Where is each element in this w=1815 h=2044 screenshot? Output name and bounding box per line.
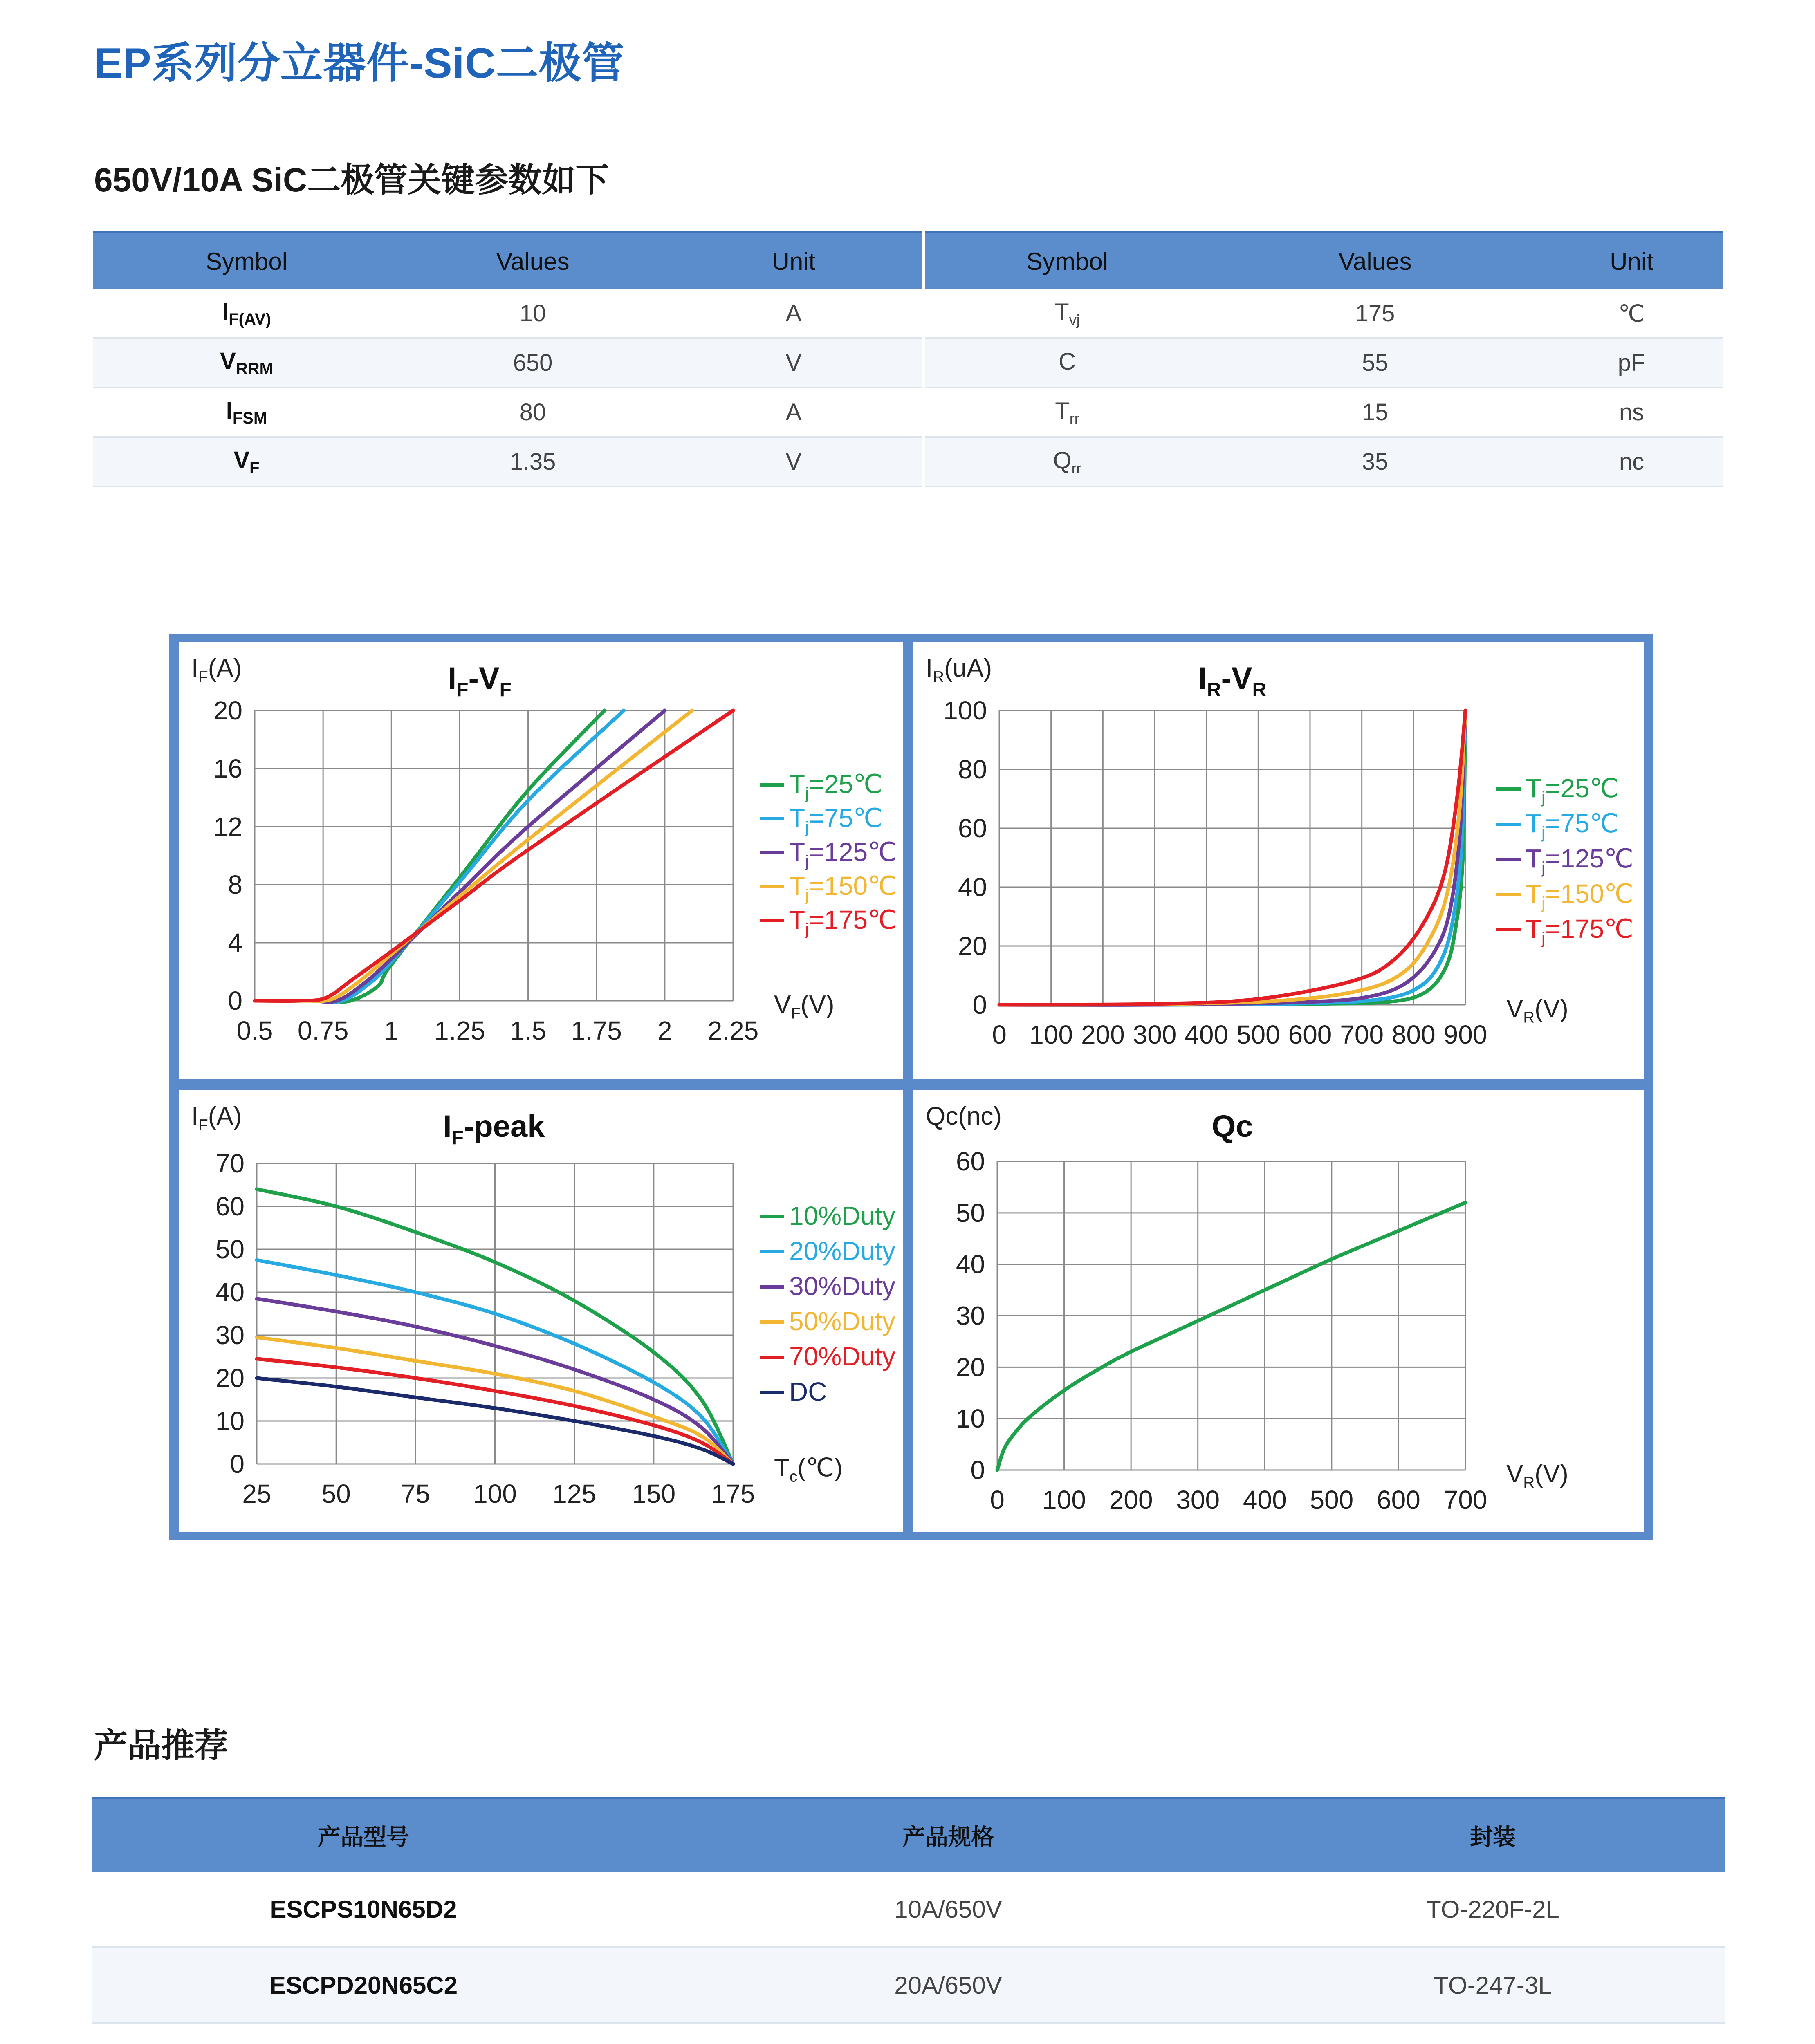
chart-title-sub: R — [1207, 679, 1221, 701]
x-axis-label-rest: (V) — [1535, 1460, 1568, 1488]
params-section-title: 650V/10A SiC二极管关键参数如下 — [94, 161, 609, 199]
x-tick-label: 400 — [1185, 1020, 1229, 1049]
legend-entry-rest: =25℃ — [1545, 773, 1619, 803]
x-axis-label-main: V — [1506, 1460, 1523, 1488]
y-tick-label: 0 — [972, 990, 987, 1020]
x-tick-label: 0 — [990, 1485, 1005, 1515]
model-cell: ESCPD20N65C2 — [92, 1947, 635, 2023]
y-tick-label: 100 — [943, 696, 987, 725]
model-cell: ESCPS10N65D2 — [92, 1872, 635, 1947]
x-axis-label-rest: (V) — [800, 991, 835, 1019]
legend-entry-sub: j — [805, 784, 809, 802]
value-cell: 80 — [400, 388, 666, 437]
y-tick-label: 20 — [213, 696, 242, 725]
y-axis-label-sub: F — [198, 668, 208, 686]
x-tick-label: 2.25 — [707, 1016, 759, 1045]
chart-if-peak — [179, 1090, 903, 1532]
y-axis-label-rest: (A) — [208, 654, 242, 682]
y-tick-label: 0 — [228, 986, 242, 1015]
header-values: Values — [1209, 232, 1541, 289]
legend-entry: DC — [789, 1377, 827, 1406]
x-axis-label — [1506, 995, 1568, 1026]
unit-cell: nc — [1541, 437, 1723, 486]
params-table-header — [93, 232, 1723, 289]
unit-cell: pF — [1541, 338, 1723, 388]
x-axis-label — [774, 991, 835, 1022]
header-symbol: Symbol — [923, 232, 1209, 289]
chart-title — [443, 1109, 545, 1149]
value-cell: 55 — [1209, 338, 1541, 388]
legend-entry-rest: =175℃ — [1545, 914, 1634, 944]
symbol-cell: C — [923, 338, 1209, 388]
legend-entry — [789, 769, 882, 802]
legend-entry: 30%Duty — [789, 1271, 895, 1301]
x-tick-label: 0.75 — [297, 1016, 349, 1045]
legend-entry-main: T — [789, 905, 805, 935]
legend-entry-main: T — [1526, 773, 1542, 803]
y-axis-label-sub: F — [198, 1116, 208, 1134]
recommend-table-header — [92, 1798, 1725, 1872]
chart-title — [1198, 661, 1266, 701]
legend-entry — [1526, 914, 1633, 947]
table-row — [93, 388, 1723, 437]
x-tick-label: 200 — [1109, 1485, 1153, 1515]
legend-entry: 10%Duty — [789, 1201, 895, 1230]
legend-entry-rest: =75℃ — [808, 803, 883, 833]
legend-entry-sub: j — [805, 852, 809, 870]
y-axis-label-main: I — [926, 654, 933, 682]
chart-if-vf — [179, 642, 903, 1079]
legend-entry-main: T — [1526, 914, 1542, 944]
legend-entry-rest: =175℃ — [808, 905, 897, 935]
header-model: 产品型号 — [92, 1798, 635, 1872]
y-tick-label: 60 — [956, 1147, 985, 1176]
y-tick-label: 60 — [215, 1192, 245, 1221]
chart-title — [448, 661, 512, 701]
y-axis-label-main: Qc(nc) — [926, 1102, 1002, 1130]
x-axis-label-sub: R — [1523, 1009, 1535, 1026]
header-values: Values — [400, 232, 666, 289]
value-cell: 1.35 — [400, 437, 666, 486]
y-axis-label — [926, 1102, 1002, 1130]
legend-entry — [789, 837, 897, 870]
legend-entry-main: T — [789, 803, 805, 833]
params-table — [93, 231, 1723, 487]
legend-entry — [1526, 773, 1619, 807]
x-tick-label: 700 — [1443, 1485, 1487, 1515]
y-tick-label: 10 — [956, 1404, 985, 1434]
x-tick-label: 200 — [1081, 1020, 1125, 1049]
header-unit: Unit — [1541, 232, 1723, 289]
table-row — [93, 289, 1723, 338]
y-tick-label: 50 — [956, 1198, 985, 1228]
symbol-cell: $I_{FSM}$ — [93, 388, 400, 437]
y-tick-label: 50 — [215, 1235, 245, 1264]
legend-entry — [789, 871, 897, 904]
legend-entry: 70%Duty — [789, 1342, 895, 1371]
chart-title-sub: F — [451, 1127, 464, 1149]
y-tick-label: 0 — [230, 1449, 245, 1479]
y-tick-label: 40 — [958, 872, 987, 902]
page-title: EP系列分立器件-SiC二极管 — [94, 40, 625, 87]
series-line — [255, 710, 692, 1001]
legend-entry-sub: j — [1541, 824, 1545, 842]
y-tick-label: 10 — [215, 1406, 245, 1436]
legend-entry-sub: j — [805, 920, 809, 938]
x-tick-label: 2 — [657, 1016, 672, 1045]
legend-entry-rest: =125℃ — [1545, 844, 1634, 873]
y-tick-label: 30 — [215, 1320, 245, 1350]
x-axis-label-sub: R — [1523, 1474, 1535, 1492]
x-tick-label: 600 — [1288, 1020, 1332, 1049]
chart-ir-vr — [913, 642, 1644, 1079]
header-package: 封装 — [1261, 1798, 1725, 1872]
x-axis-label-sub: F — [791, 1004, 801, 1022]
y-tick-label: 20 — [956, 1352, 985, 1382]
chart-title-rest: -V — [1221, 661, 1252, 696]
y-tick-label: 16 — [213, 754, 242, 783]
package-cell: TO-247-3L — [1261, 1947, 1725, 2023]
legend-entry-main: T — [789, 769, 805, 799]
unit-cell: A — [666, 289, 923, 338]
y-axis-label-rest: (uA) — [944, 654, 992, 682]
chart-title-main: I — [448, 661, 457, 696]
legend-entry-rest: =150℃ — [808, 871, 897, 901]
y-axis-label — [191, 654, 242, 686]
model-cell — [92, 2023, 635, 2044]
legend-entry-rest: =75℃ — [1545, 809, 1619, 838]
legend-entry-rest: =150℃ — [1545, 879, 1634, 908]
unit-cell: V — [666, 338, 923, 388]
x-axis-label-sub: c — [789, 1468, 798, 1486]
x-tick-label: 600 — [1377, 1485, 1420, 1515]
symbol-cell: $I_{F(AV)}$ — [93, 289, 400, 338]
x-tick-label: 800 — [1391, 1020, 1436, 1049]
y-tick-label: 40 — [956, 1249, 985, 1279]
x-tick-label: 700 — [1340, 1020, 1384, 1049]
unit-cell: A — [666, 388, 923, 437]
table-row — [92, 1872, 1725, 1947]
legend-entry-sub: j — [1541, 859, 1545, 877]
legend-entry-main: T — [1526, 809, 1542, 838]
y-tick-label: 8 — [228, 870, 242, 899]
legend-entry-sub: j — [805, 886, 809, 904]
x-tick-label: 0 — [992, 1020, 1007, 1049]
y-tick-label: 20 — [958, 931, 987, 961]
x-tick-label: 175 — [711, 1479, 755, 1508]
x-tick-label: 100 — [473, 1479, 517, 1508]
chart-svg-qc — [913, 1090, 1644, 1532]
chart-title-sub: F — [456, 679, 469, 701]
x-tick-label: 500 — [1310, 1485, 1354, 1515]
legend-entry: 20%Duty — [789, 1236, 895, 1266]
value-cell: 10 — [400, 289, 666, 338]
x-tick-label: 1.75 — [571, 1016, 622, 1045]
legend-entry — [1526, 844, 1633, 877]
table-row — [93, 437, 1723, 486]
x-tick-label: 300 — [1176, 1485, 1220, 1515]
charts-frame — [169, 634, 1653, 1540]
x-tick-label: 1.25 — [434, 1016, 485, 1045]
x-tick-label: 400 — [1243, 1485, 1287, 1515]
y-tick-label: 4 — [228, 928, 242, 957]
legend-entry-rest: =25℃ — [808, 769, 883, 799]
legend-entry-main: T — [1526, 844, 1542, 873]
x-tick-label: 900 — [1443, 1020, 1487, 1049]
legend-entry-sub: j — [1541, 894, 1545, 912]
y-tick-label: 0 — [970, 1455, 985, 1485]
chart-title-sub2: R — [1252, 679, 1267, 701]
chart-svg-if-vf — [179, 642, 903, 1079]
symbol-cell: $Q_{rr}$ — [923, 437, 1209, 486]
x-tick-label: 100 — [1042, 1485, 1086, 1515]
y-tick-label: 40 — [215, 1278, 245, 1307]
x-tick-label: 1 — [384, 1016, 399, 1045]
x-tick-label: 500 — [1236, 1020, 1280, 1049]
x-axis-label-rest: (℃) — [797, 1454, 843, 1482]
table-row — [92, 2023, 1725, 2044]
x-tick-label: 100 — [1029, 1020, 1073, 1049]
x-axis-label — [774, 1454, 843, 1486]
x-tick-label: 25 — [242, 1479, 271, 1508]
symbol-cell: $V_{RRM}$ — [93, 338, 400, 388]
series-line — [999, 710, 1465, 1005]
legend-entry-sub: j — [1541, 929, 1545, 947]
y-axis-label — [926, 654, 992, 686]
package-cell — [1261, 2023, 1725, 2044]
recommend-table — [92, 1797, 1725, 2044]
legend-entry-sub: j — [805, 818, 809, 836]
chart-title-main: I — [443, 1109, 452, 1144]
chart-qc — [913, 1090, 1644, 1532]
series-line — [997, 1203, 1465, 1470]
x-tick-label: 300 — [1133, 1020, 1177, 1049]
y-tick-label: 70 — [215, 1149, 245, 1178]
series-line — [255, 710, 624, 1002]
symbol-cell: $T_{vj}$ — [923, 289, 1209, 338]
series-line — [255, 710, 605, 1002]
y-axis-label — [191, 1102, 242, 1134]
x-axis-label-main: V — [1506, 995, 1523, 1023]
chart-title-rest: -V — [468, 661, 500, 696]
x-tick-label: 75 — [401, 1479, 430, 1508]
value-cell: 15 — [1209, 388, 1541, 437]
value-cell: 35 — [1209, 437, 1541, 486]
legend-entry-main: T — [1526, 879, 1542, 908]
table-row — [92, 1947, 1725, 2023]
x-axis-label-main: V — [774, 991, 791, 1019]
header-spec: 产品规格 — [635, 1798, 1261, 1872]
x-tick-label: 1.5 — [510, 1016, 547, 1045]
header-symbol: Symbol — [93, 232, 400, 289]
recommend-section-title: 产品推荐 — [94, 1727, 229, 1764]
legend-entry — [789, 803, 882, 836]
value-cell: 175 — [1209, 289, 1541, 338]
x-axis-label-main: T — [774, 1454, 790, 1482]
chart-title-main: Qc — [1211, 1109, 1253, 1144]
x-tick-label: 125 — [552, 1479, 597, 1508]
legend-entry-main: T — [789, 871, 805, 901]
y-tick-label: 30 — [956, 1301, 985, 1331]
chart-svg-if-peak — [179, 1090, 903, 1532]
legend-entry — [1526, 879, 1633, 912]
x-tick-label: 150 — [632, 1479, 676, 1508]
legend-entry-main: T — [789, 837, 805, 867]
chart-title-main: I — [1198, 661, 1207, 696]
value-cell: 650 — [400, 338, 666, 388]
y-axis-label-main: I — [191, 1102, 199, 1130]
y-axis-label-main: I — [191, 654, 199, 682]
x-tick-label: 0.5 — [236, 1016, 273, 1045]
table-row — [93, 338, 1723, 388]
legend-entry — [789, 905, 897, 938]
y-tick-label: 12 — [213, 812, 242, 841]
chart-title-sub2: F — [499, 679, 512, 701]
y-axis-label-sub: R — [933, 668, 944, 686]
legend-entry: 50%Duty — [789, 1307, 895, 1336]
chart-title-rest: -peak — [463, 1109, 545, 1144]
spec-cell: 20A/650V — [635, 1947, 1261, 2023]
symbol-cell: $T_{rr}$ — [923, 388, 1209, 437]
legend-entry-rest: =125℃ — [808, 837, 897, 867]
y-tick-label: 60 — [958, 814, 987, 843]
legend-entry — [1526, 809, 1619, 842]
y-tick-label: 20 — [215, 1363, 245, 1393]
chart-title — [1211, 1109, 1253, 1144]
spec-cell: 10A/650V — [635, 1872, 1261, 1947]
unit-cell: ns — [1541, 388, 1723, 437]
x-axis-label-rest: (V) — [1535, 995, 1568, 1023]
unit-cell: V — [666, 437, 923, 486]
symbol-cell: $V_F$ — [93, 437, 400, 486]
x-axis-label — [1506, 1460, 1568, 1492]
y-axis-label-rest: (A) — [208, 1102, 242, 1130]
unit-cell: ℃ — [1541, 289, 1723, 338]
y-tick-label: 80 — [958, 755, 987, 784]
package-cell: TO-220F-2L — [1261, 1872, 1725, 1947]
spec-cell — [635, 2023, 1261, 2044]
x-tick-label: 50 — [321, 1479, 351, 1508]
chart-svg-ir-vr — [913, 642, 1644, 1079]
header-unit: Unit — [666, 232, 923, 289]
legend-entry-sub: j — [1541, 789, 1545, 807]
